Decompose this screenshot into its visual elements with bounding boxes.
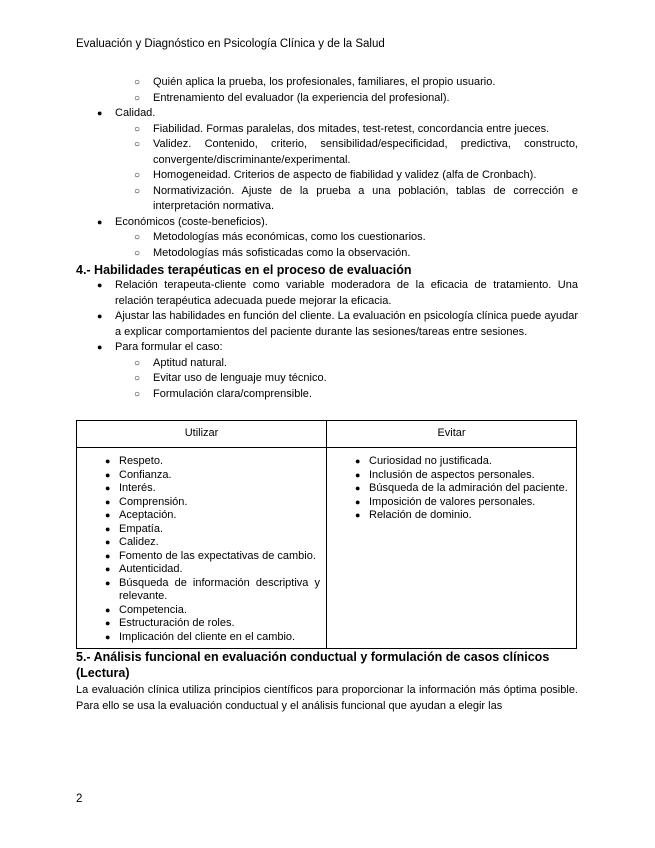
table-body-row xyxy=(77,448,577,649)
table-list-item-text: Aceptación. xyxy=(119,509,177,521)
table-list-item xyxy=(82,617,320,631)
section-5-heading: 5.- Análisis funcional en evaluación conductual y formulación de casos clínicos (Lectura) xyxy=(76,650,550,680)
bullet-dot-icon: ● xyxy=(355,510,361,520)
list-item xyxy=(76,75,578,91)
list-item-text: Económicos (coste-beneficios). xyxy=(115,215,268,228)
page-content xyxy=(76,75,578,714)
top-bullet-list xyxy=(76,75,578,261)
list-item xyxy=(76,356,578,372)
skills-table xyxy=(76,420,577,649)
bullet-dot-icon: ● xyxy=(355,456,361,466)
bullet-dot-icon: ● xyxy=(105,618,111,628)
list-item-text: Para formular el caso: xyxy=(115,341,223,353)
list-item xyxy=(76,122,578,138)
table-list-item-text: Estructuración de roles. xyxy=(119,617,235,629)
bullet-dot-icon: ● xyxy=(105,496,111,507)
bullet-dot-icon: ● xyxy=(105,564,111,574)
bullet-circle-icon: ○ xyxy=(134,92,141,104)
table-list-item xyxy=(82,509,320,523)
table-list-item-text: Comprensión. xyxy=(119,495,188,508)
page-header: Evaluación y Diagnóstico en Psicología Clínica y de la Salud xyxy=(76,38,385,50)
bullet-circle-icon: ○ xyxy=(134,123,141,135)
list-item-text: Evitar uso de lenguaje muy técnico. xyxy=(153,372,327,384)
list-item xyxy=(76,309,578,340)
list-item-text: Normativización. Ajuste de la prueba a una población, tablas de corrección e interpretación normativa. xyxy=(153,184,578,212)
table-list-item-text: Competencia. xyxy=(119,603,187,616)
bullet-circle-icon: ○ xyxy=(134,185,141,197)
page-number: 2 xyxy=(76,793,83,805)
list-item-text: Fiabilidad. Formas paralelas, dos mitades, test-retest, concordancia entre jueces. xyxy=(153,122,550,135)
table-list-item-text: Búsqueda de información descriptiva y relevante. xyxy=(119,576,320,602)
table-list-item-text: Empatía. xyxy=(119,522,164,535)
list-item xyxy=(76,184,578,215)
table-list-item-text: Imposición de valores personales. xyxy=(369,495,536,508)
table-list-item xyxy=(82,496,320,510)
bullet-dot-icon: ● xyxy=(105,631,111,642)
table-list-item xyxy=(332,455,570,469)
table-list-item xyxy=(82,550,320,564)
list-item xyxy=(76,137,578,168)
table-list-item xyxy=(82,536,320,550)
bullet-dot-icon: ● xyxy=(97,311,103,321)
table-list-item-text: Implicación del cliente en el cambio. xyxy=(119,630,296,643)
list-item-text: Calidad. xyxy=(115,107,156,119)
bullet-circle-icon: ○ xyxy=(134,388,141,400)
table-list-item xyxy=(332,469,570,483)
utilizar-cell xyxy=(77,448,327,649)
table-list-item-text: Interés. xyxy=(119,482,156,494)
bullet-dot-icon: ● xyxy=(97,280,103,290)
bullet-circle-icon: ○ xyxy=(134,139,141,150)
bullet-dot-icon: ● xyxy=(105,550,111,561)
bullet-dot-icon: ● xyxy=(355,496,361,507)
bullet-dot-icon: ● xyxy=(355,469,361,480)
table-list-item xyxy=(82,482,320,496)
table-list-item-text: Curiosidad no justificada. xyxy=(369,455,492,467)
section-5-paragraph: La evaluación clínica utiliza principios científicos para proporcionar la información más óptima posible. Para ello se usa la evaluación conductual y el análisis funcional que ayudan a elegir las xyxy=(76,684,578,712)
list-item-text: Validez. Contenido, criterio, sensibilidad/especificidad, predictiva, constructo, convergente/discriminante/experimental. xyxy=(153,138,578,166)
list-item xyxy=(76,387,578,403)
list-item-text: Quién aplica la prueba, los profesionales, familiares, el propio usuario. xyxy=(153,76,496,88)
list-item-text: Entrenamiento del evaluador (la experiencia del profesional). xyxy=(153,91,450,104)
list-item-text: Relación terapeuta-cliente como variable moderadora de la eficacia de tratamiento. Una relación terapéutica adecuada puede mejorar la eficacia. xyxy=(115,279,578,307)
table-list-item xyxy=(82,455,320,469)
list-item xyxy=(76,106,578,122)
table-list-item xyxy=(332,509,570,523)
bullet-dot-icon: ● xyxy=(97,108,103,118)
list-item xyxy=(76,230,578,246)
table-list-item xyxy=(82,563,320,577)
table-list-item xyxy=(82,604,320,618)
table-list-item xyxy=(82,469,320,483)
evitar-cell xyxy=(327,448,577,649)
list-item-text: Metodologías más sofisticadas como la observación. xyxy=(153,246,411,259)
list-item xyxy=(76,91,578,107)
bullet-circle-icon: ○ xyxy=(134,232,141,243)
table-header-row xyxy=(77,421,577,448)
bullet-dot-icon: ● xyxy=(105,483,111,493)
bullet-circle-icon: ○ xyxy=(134,77,141,88)
table-list-item-text: Autenticidad. xyxy=(119,563,183,575)
list-item xyxy=(76,168,578,184)
column-header-utilizar: Utilizar xyxy=(77,421,327,448)
bullet-dot-icon: ● xyxy=(97,342,103,352)
bullet-circle-icon: ○ xyxy=(134,247,141,259)
bullet-dot-icon: ● xyxy=(355,483,361,493)
list-item xyxy=(76,278,578,309)
column-header-evitar: Evitar xyxy=(327,421,577,448)
list-item xyxy=(76,215,578,231)
bullet-dot-icon: ● xyxy=(105,456,111,466)
table-list-item xyxy=(82,577,320,604)
list-item-text: Formulación clara/comprensible. xyxy=(153,387,312,400)
bullet-dot-icon: ● xyxy=(105,577,111,588)
table-list-item-text: Inclusión de aspectos personales. xyxy=(369,468,535,481)
table-list-item-text: Búsqueda de la admiración del paciente. xyxy=(369,482,568,494)
bullet-dot-icon: ● xyxy=(97,216,103,227)
table-list-item-text: Calidez. xyxy=(119,536,159,548)
list-item-text: Aptitud natural. xyxy=(153,356,227,369)
list-item xyxy=(76,371,578,387)
bullet-circle-icon: ○ xyxy=(134,170,141,181)
section-4-bullet-list xyxy=(76,278,578,402)
bullet-dot-icon: ● xyxy=(105,523,111,534)
bullet-dot-icon: ● xyxy=(105,537,111,547)
bullet-dot-icon: ● xyxy=(105,604,111,615)
list-item-text: Metodologías más económicas, como los cuestionarios. xyxy=(153,231,426,243)
list-item-text: Ajustar las habilidades en función del cliente. La evaluación en psicología clínica puede ayudar a explicar comportamientos del paciente durante las sesiones/tareas entre sesiones. xyxy=(115,310,578,338)
table-list-item-text: Relación de dominio. xyxy=(369,509,472,521)
table-list-item-text: Confianza. xyxy=(119,468,172,481)
table-list-item-text: Fomento de las expectativas de cambio. xyxy=(119,549,316,562)
bullet-dot-icon: ● xyxy=(105,469,111,480)
list-item xyxy=(76,246,578,262)
table-list-item xyxy=(82,523,320,537)
section-4-heading: 4.- Habilidades terapéuticas en el proceso de evaluación xyxy=(76,263,412,277)
table-list-item xyxy=(332,482,570,496)
bullet-circle-icon: ○ xyxy=(134,357,141,369)
table-list-item xyxy=(82,631,320,645)
bullet-dot-icon: ● xyxy=(105,510,111,520)
bullet-circle-icon: ○ xyxy=(134,373,141,384)
table-list-item-text: Respeto. xyxy=(119,455,164,467)
list-item-text: Homogeneidad. Criterios de aspecto de fiabilidad y validez (alfa de Cronbach). xyxy=(153,169,537,181)
table-list-item xyxy=(332,496,570,510)
list-item xyxy=(76,340,578,356)
